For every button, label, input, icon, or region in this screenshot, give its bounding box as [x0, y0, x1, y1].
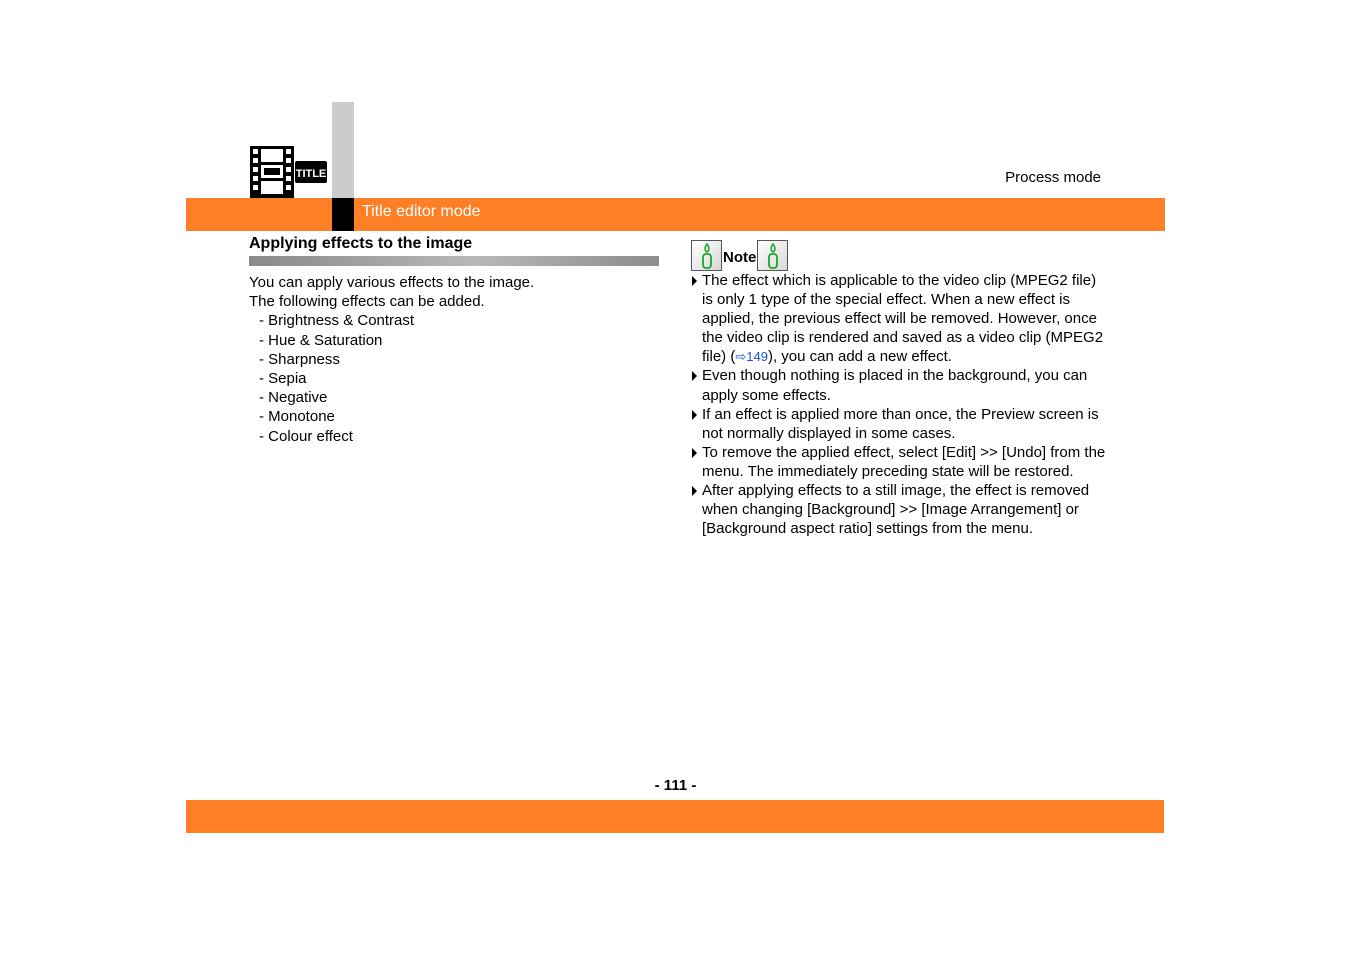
note-label: Note — [723, 249, 757, 266]
effects-list — [249, 311, 669, 445]
note-item — [690, 366, 1110, 404]
heading-rule — [249, 256, 659, 266]
candle-icon — [757, 240, 788, 271]
bullet-arrow-icon — [692, 410, 697, 420]
note-list — [690, 271, 1110, 538]
note-item — [690, 271, 1110, 366]
note-item — [690, 405, 1110, 443]
note-text: To remove the applied effect, select [Edit] >> [Undo] from the menu. The immediately preceding state will be restored. — [702, 443, 1106, 480]
header-gray-tab — [332, 102, 354, 198]
intro-line: You can apply various effects to the image. — [249, 274, 535, 291]
note-text: Even though nothing is placed in the background, you can apply some effects. — [702, 367, 1088, 404]
effect-item: - Monotone — [259, 408, 335, 426]
arrow-right-icon: ⇨ — [735, 349, 747, 365]
left-column — [249, 273, 669, 446]
note-text: If an effect is applied more than once, the Preview screen is not normally displayed in some cases. — [702, 405, 1099, 442]
page-reference-link[interactable] — [735, 349, 768, 364]
candle-icon — [691, 240, 722, 271]
effect-item: - Brightness & Contrast — [259, 312, 415, 330]
effect-item: - Colour effect — [259, 427, 353, 445]
section-heading: Applying effects to the image — [249, 235, 473, 252]
note-text: The effect which is applicable to the video clip (MPEG2 file) is only 1 type of the special effect. When a new effect is applied, the previous effect will be removed. However, once the video clip is rendered and saved as a video clip (MPEG2 file) ( — [702, 272, 1104, 366]
svg-text:TITLE: TITLE — [295, 168, 327, 180]
note-item — [690, 443, 1110, 481]
page-number: - 111 - — [654, 777, 697, 794]
effect-item: - Hue & Saturation — [259, 331, 383, 349]
effect-item: - Negative — [259, 389, 328, 407]
page-reference-number: 149 — [746, 349, 768, 365]
footer-bar — [186, 800, 1164, 833]
effect-item: - Sharpness — [259, 350, 340, 368]
effect-item: - Sepia — [259, 370, 307, 388]
note-column — [690, 271, 1110, 538]
note-header — [691, 239, 788, 272]
bullet-arrow-icon — [692, 486, 697, 496]
mode-title: Title editor mode — [362, 203, 481, 220]
note-item — [690, 481, 1110, 538]
bullet-arrow-icon — [692, 371, 697, 381]
bullet-arrow-icon — [692, 448, 697, 458]
film-strip-icon — [250, 146, 294, 198]
header-bar-marker — [332, 198, 354, 231]
process-mode-label: Process mode — [1005, 169, 1101, 186]
bullet-arrow-icon — [692, 276, 697, 286]
note-text: ), you can add a new effect. — [767, 348, 952, 366]
intro-line: The following effects can be added. — [249, 293, 485, 311]
title-icon — [295, 161, 327, 183]
note-text: After applying effects to a still image, the effect is removed when changing [Background] >> [Image Arrangement] or [Background aspect ratio] settings from the menu. — [702, 482, 1090, 538]
